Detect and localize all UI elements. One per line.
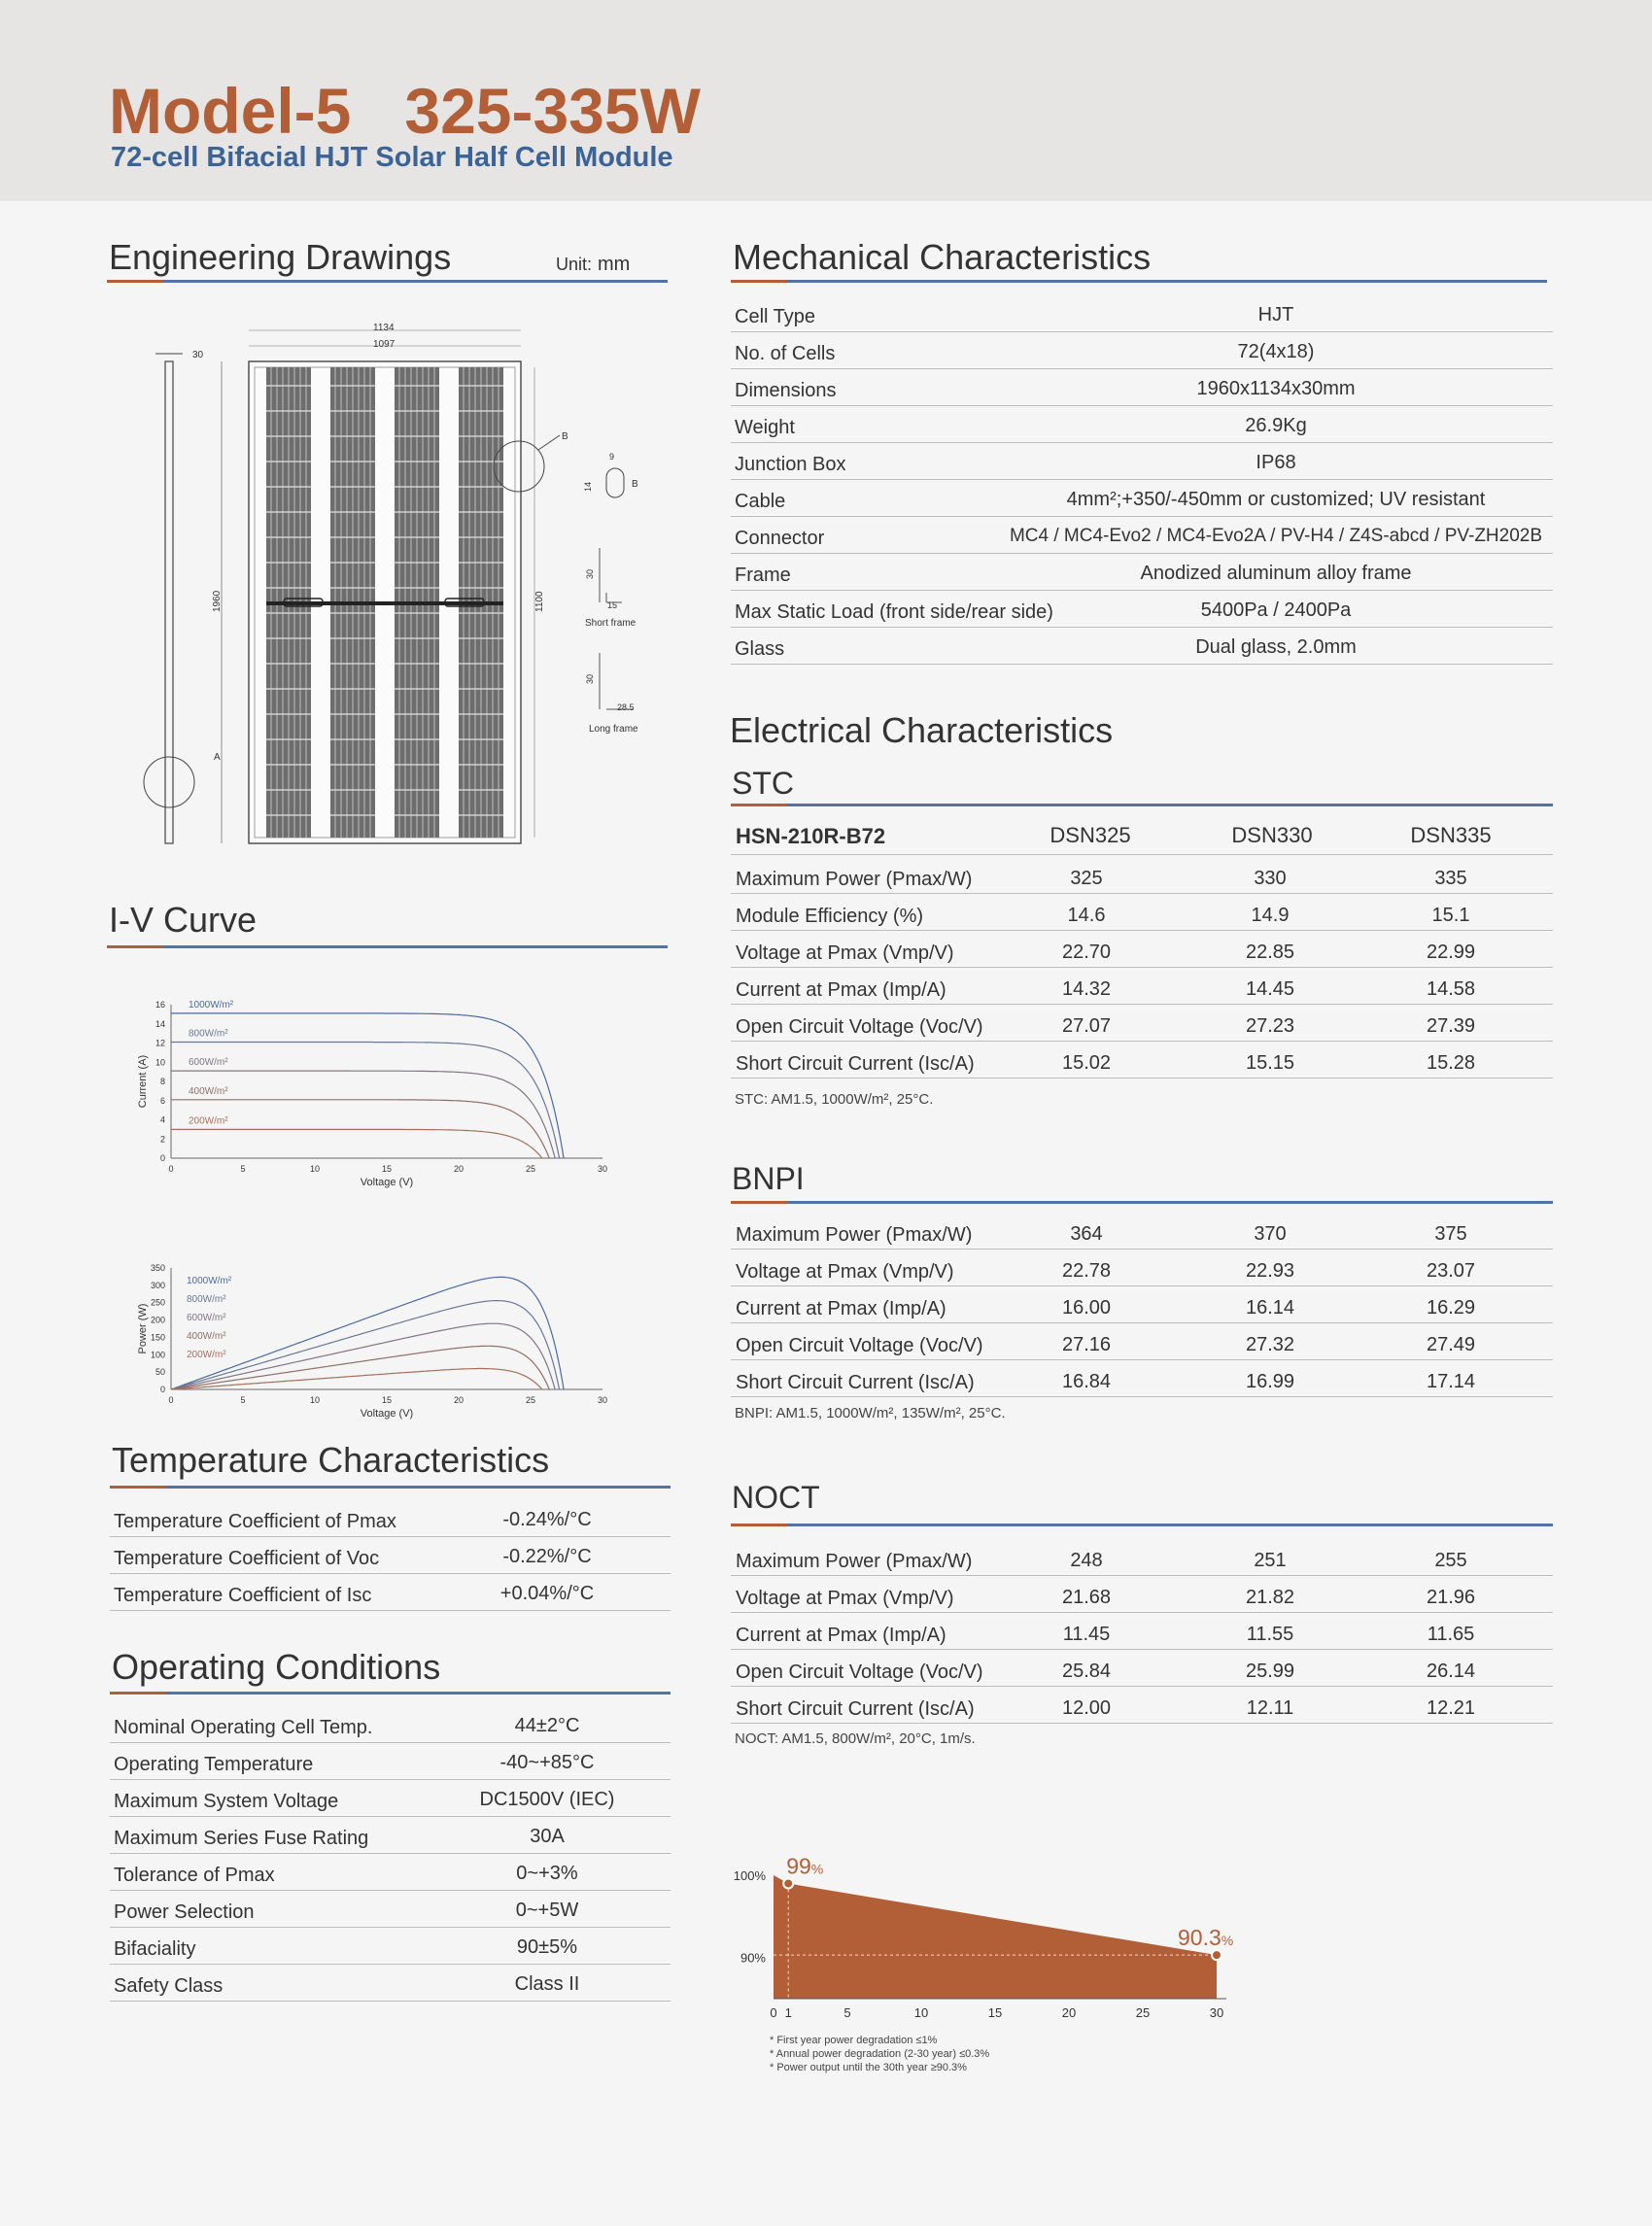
y-tick-label: 250 (150, 1297, 165, 1308)
x-tick-label: 30 (597, 1164, 608, 1174)
y-tick-label: 0 (159, 1385, 165, 1394)
power-range: 325-335W (404, 75, 701, 147)
table-row: Nominal Operating Cell Temp. 44±2°C (110, 1706, 671, 1743)
legend-label: 1000W/m² (189, 999, 234, 1010)
percent-sign: % (1221, 1933, 1234, 1949)
table-row: Current at Pmax (Imp/A) 14.32 14.45 14.58 (731, 968, 1553, 1005)
legend-label: 800W/m² (189, 1028, 228, 1040)
temperature-title: Temperature Characteristics (112, 1440, 550, 1480)
x-tick-label: 5 (240, 1395, 246, 1405)
legend-label: 800W/m² (187, 1294, 226, 1305)
x-tick-label: 25 (525, 1395, 536, 1405)
legend-label: 600W/m² (187, 1313, 226, 1323)
noct-title: NOCT (732, 1480, 820, 1515)
table-row: Voltage at Pmax (Vmp/V) 22.70 22.85 22.99 (731, 931, 1553, 968)
detail-a-label: A (214, 752, 221, 763)
model-name: Model-5 (109, 75, 352, 147)
y-axis-label: Current (A) (137, 1054, 149, 1109)
engineering-title: Engineering Drawings (109, 237, 452, 277)
table-row: Cell Type HJT (731, 295, 1553, 332)
table-row: No. of Cells 72(4x18) (731, 332, 1553, 369)
table-row: Module Efficiency (%) 14.6 14.9 15.1 (731, 894, 1553, 931)
x-tick-label: 30 (597, 1395, 608, 1405)
model-col-1: DSN325 (1050, 823, 1131, 847)
end-value-label: 90.3% (1178, 1925, 1234, 1951)
stc-underline (731, 804, 1553, 806)
legend-label: 400W/m² (189, 1085, 228, 1097)
mechanical-underline (731, 280, 1547, 283)
legend-label: 1000W/m² (187, 1276, 232, 1286)
y-tick-label: 16 (155, 1000, 165, 1010)
svg-text:15: 15 (607, 600, 618, 610)
x-tick-label: 15 (987, 2005, 1003, 2020)
series-line (171, 1346, 549, 1389)
side-profile (165, 361, 173, 843)
table-row: Temperature Coefficient of Isc +0.04%/°C (110, 1574, 671, 1611)
unit-label: Unit: mm (556, 254, 631, 275)
x-tick-label: 25 (525, 1164, 536, 1174)
x-tick-label: 5 (240, 1164, 246, 1174)
operating-title: Operating Conditions (112, 1647, 441, 1687)
y-tick-label: 8 (159, 1077, 165, 1086)
svg-text:B: B (632, 479, 638, 490)
y-tick-label: 50 (155, 1367, 165, 1378)
legend-label: 200W/m² (189, 1115, 228, 1127)
x-tick-label: 10 (309, 1395, 321, 1405)
operating-underline (110, 1692, 671, 1695)
table-row: Maximum System Voltage DC1500V (IEC) (110, 1780, 671, 1817)
y-tick-label: 100% (733, 1868, 766, 1883)
long-frame-label: Long frame (589, 724, 638, 735)
detail-a-circle (144, 757, 194, 807)
model-header-row (731, 813, 1553, 855)
table-row: Open Circuit Voltage (Voc/V) 27.16 27.32 27.49 (731, 1323, 1553, 1360)
x-tick-label: 1 (784, 2005, 792, 2020)
x-tick-label: 20 (453, 1395, 465, 1405)
series-line (171, 1013, 564, 1158)
table-row: Cable 4mm²;+350/-450mm or customized; UV resistant (731, 480, 1553, 517)
table-row: Maximum Series Fuse Rating 30A (110, 1817, 671, 1854)
table-row: Weight 26.9Kg (731, 406, 1553, 443)
table-row: Temperature Coefficient of Pmax -0.24%/°C (110, 1500, 671, 1537)
y-tick-label: 150 (150, 1332, 165, 1343)
table-row: Glass Dual glass, 2.0mm (731, 628, 1553, 665)
iv-chart (126, 981, 612, 1205)
start-value-label: 99% (786, 1853, 824, 1879)
y-tick-label: 300 (150, 1280, 165, 1290)
bnpi-title: BNPI (732, 1161, 805, 1196)
warranty-footnote-2: * Annual power degradation (2-30 year) ≤0.3% (770, 2048, 990, 2060)
table-row: Temperature Coefficient of Voc -0.22%/°C (110, 1537, 671, 1574)
table-row: Voltage at Pmax (Vmp/V) 22.78 22.93 23.07 (731, 1250, 1553, 1286)
stc-title: STC (732, 766, 794, 801)
x-tick-label: 20 (453, 1164, 465, 1174)
table-row: Maximum Power (Pmax/W) 364 370 375 (731, 1213, 1553, 1250)
x-tick-label: 25 (1135, 2005, 1151, 2020)
dim-height: 1960 (212, 590, 223, 612)
x-tick-label: 15 (381, 1395, 393, 1405)
x-tick-label: 0 (770, 2005, 777, 2020)
engineering-underline (107, 280, 668, 283)
warranty-footnote-3: * Power output until the 30th year ≥90.3% (770, 2062, 967, 2073)
table-row: Open Circuit Voltage (Voc/V) 25.84 25.99 26.14 (731, 1650, 1553, 1687)
bnpi-underline (731, 1201, 1553, 1204)
legend-label: 400W/m² (187, 1331, 226, 1342)
dim-inner-height: 1100 (534, 591, 545, 612)
warranty-area (774, 1875, 1217, 1999)
x-tick-label: 10 (913, 2005, 929, 2020)
y-tick-label: 4 (159, 1114, 165, 1125)
dim-inner-width: 1097 (373, 339, 396, 350)
warranty-chart (719, 1836, 1263, 2031)
table-row: Open Circuit Voltage (Voc/V) 27.07 27.23 27.39 (731, 1005, 1553, 1042)
table-row: Short Circuit Current (Isc/A) 12.00 12.11 12.21 (731, 1687, 1553, 1724)
x-tick-label: 0 (168, 1395, 174, 1405)
legend-label: 600W/m² (189, 1057, 228, 1069)
pv-chart (126, 1256, 612, 1431)
x-tick-label: 15 (381, 1164, 393, 1174)
table-row: Current at Pmax (Imp/A) 11.45 11.55 11.65 (731, 1613, 1553, 1650)
x-axis-label: Voltage (V) (360, 1408, 414, 1420)
x-tick-label: 30 (1209, 2005, 1224, 2020)
y-tick-label: 10 (155, 1057, 165, 1068)
noct-note: NOCT: AM1.5, 800W/m², 20°C, 1m/s. (735, 1730, 976, 1747)
table-row: Connector MC4 / MC4-Evo2 / MC4-Evo2A / PV-H4 / Z4S-abcd / PV-ZH202B (731, 517, 1553, 554)
svg-text:28.5: 28.5 (617, 702, 635, 712)
end-point (1212, 1950, 1222, 1960)
svg-text:30: 30 (585, 673, 595, 684)
slot-detail (606, 468, 624, 497)
x-axis-label: Voltage (V) (360, 1177, 414, 1188)
mechanical-title: Mechanical Characteristics (733, 237, 1152, 277)
table-row: Maximum Power (Pmax/W) 325 330 335 (731, 857, 1553, 894)
table-row: Operating Temperature -40~+85°C (110, 1743, 671, 1780)
unit-value: mm (598, 254, 631, 275)
svg-text:14: 14 (583, 481, 593, 492)
y-tick-label: 6 (159, 1095, 165, 1106)
table-row: Bifaciality 90±5% (110, 1928, 671, 1965)
legend-label: 200W/m² (187, 1350, 226, 1360)
electrical-title: Electrical Characteristics (730, 710, 1114, 750)
junction-strip (266, 601, 503, 605)
stc-note: STC: AM1.5, 1000W/m², 25°C. (735, 1091, 934, 1108)
detail-b-label: B (562, 431, 568, 442)
warranty-footnote-1: * First year power degradation ≤1% (770, 2035, 938, 2046)
percent-sign: % (810, 1861, 824, 1877)
dim-width: 1134 (373, 323, 395, 333)
y-tick-label: 200 (150, 1315, 165, 1325)
x-tick-label: 20 (1061, 2005, 1077, 2020)
model-col-2: DSN330 (1231, 823, 1313, 847)
svg-text:9: 9 (609, 452, 615, 462)
temperature-underline (110, 1486, 671, 1489)
y-tick-label: 90% (740, 1950, 766, 1966)
page-subtitle: 72-cell Bifacial HJT Solar Half Cell Module (111, 142, 673, 173)
y-tick-label: 100 (150, 1350, 165, 1360)
svg-text:30: 30 (585, 568, 595, 579)
noct-underline (731, 1524, 1553, 1526)
y-tick-label: 2 (159, 1134, 165, 1145)
page-title (109, 74, 701, 148)
table-row: Safety Class Class II (110, 1965, 671, 2002)
table-row: Maximum Power (Pmax/W) 248 251 255 (731, 1539, 1553, 1576)
table-row: Dimensions 1960x1134x30mm (731, 369, 1553, 406)
engineering-drawing (136, 311, 680, 855)
table-row: Frame Anodized aluminum alloy frame (731, 554, 1553, 591)
table-row: Current at Pmax (Imp/A) 16.00 16.14 16.29 (731, 1286, 1553, 1323)
series-line (171, 1369, 542, 1390)
table-row: Max Static Load (front side/rear side) 5400Pa / 2400Pa (731, 591, 1553, 628)
short-frame-label: Short frame (585, 618, 637, 629)
y-tick-label: 14 (155, 1018, 165, 1029)
bnpi-note: BNPI: AM1.5, 1000W/m², 135W/m², 25°C. (735, 1405, 1006, 1421)
y-tick-label: 0 (159, 1153, 165, 1163)
x-tick-label: 5 (843, 2005, 851, 2020)
iv-underline (107, 945, 668, 948)
x-tick-label: 10 (309, 1164, 321, 1174)
y-axis-label: Power (W) (137, 1303, 149, 1354)
model-code: HSN-210R-B72 (736, 824, 886, 848)
start-point (783, 1878, 793, 1888)
table-row: Voltage at Pmax (Vmp/V) 21.68 21.82 21.96 (731, 1576, 1553, 1613)
table-row: Short Circuit Current (Isc/A) 16.84 16.99 17.14 (731, 1360, 1553, 1397)
y-tick-label: 350 (150, 1263, 165, 1273)
table-row: Power Selection 0~+5W (110, 1891, 671, 1928)
iv-curve-title: I-V Curve (109, 900, 258, 940)
series-line (171, 1129, 542, 1158)
y-tick-label: 12 (155, 1038, 165, 1048)
table-row: Short Circuit Current (Isc/A) 15.02 15.15 15.28 (731, 1042, 1553, 1079)
x-tick-label: 0 (168, 1164, 174, 1174)
table-row: Junction Box IP68 (731, 443, 1553, 480)
dim-thickness: 30 (192, 350, 204, 360)
series-line (171, 1071, 555, 1158)
model-col-3: DSN335 (1410, 823, 1492, 847)
table-row: Tolerance of Pmax 0~+3% (110, 1854, 671, 1891)
